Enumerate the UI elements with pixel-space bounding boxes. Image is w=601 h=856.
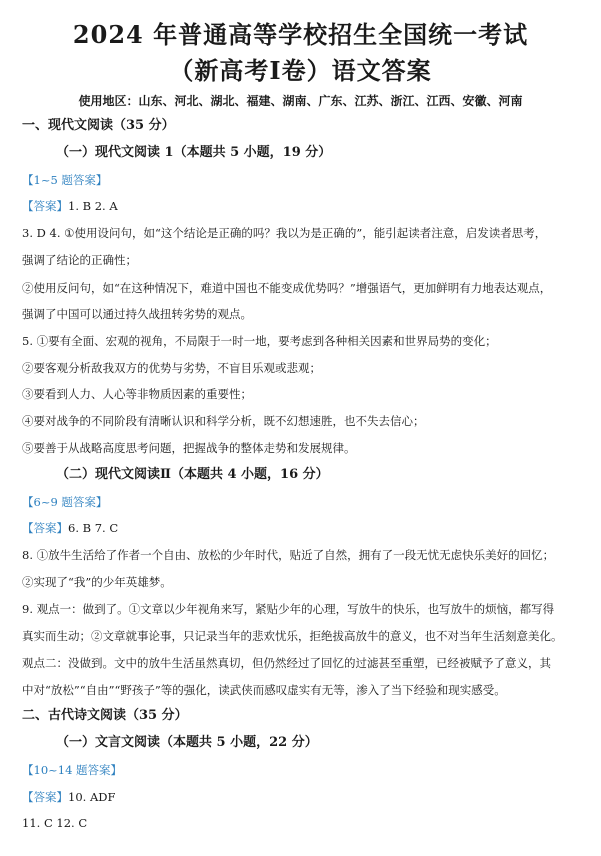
range-tag-10-14: 【10~14 题答案】 — [22, 763, 123, 777]
answer-values: 6. B 7. C — [68, 521, 119, 535]
answer-line-4-b: ②使用反问句，如“在这种情况下，难道中国也不能变成优势吗？”增强语气，更加鲜明有力地表达观点， — [22, 281, 552, 295]
answer-line-6-7 — [22, 520, 582, 536]
answer-line-1-2 — [22, 198, 582, 214]
section-heading-1: 一、现代文阅读（35 分） — [22, 118, 175, 133]
document-subtitle: （新高考Ⅰ卷）语文答案 — [169, 56, 432, 85]
answer-line-5-2: ②要客观分析敌我双方的优势与劣势，不盲目乐观或悲观； — [22, 361, 321, 375]
answer-line-9-1: 9. 观点一：做到了。①文章以少年视角来写，紧贴少年的心理，写放牛的快乐，也写放牛的烦恼，都写得 — [22, 602, 555, 616]
answer-line-5-3: ③要看到人力、人心等非物质因素的重要性； — [22, 387, 252, 401]
answer-tag: 【答案】 — [22, 790, 68, 804]
subsection-heading-1-1: （一）现代文阅读 1（本题共 5 小题，19 分） — [56, 145, 332, 160]
answer-line-5-5: ⑤要善于从战略高度思考问题，把握战争的整体走势和发展规律。 — [22, 441, 356, 455]
answer-line-9-2: 真实而生动；②文章就事论事，只记录当年的悲欢忧乐，拒绝拔高放牛的意义，也不对当年生活刻意美化。 — [22, 629, 563, 643]
answer-tag: 【答案】 — [22, 521, 68, 535]
subsection-heading-1-2: （二）现代文阅读Ⅱ（本题共 4 小题，16 分） — [56, 467, 329, 482]
answer-line-5-4: ④要对战争的不同阶段有清晰认识和科学分析，既不幻想速胜，也不失去信心； — [22, 414, 425, 428]
answer-tag: 【答案】 — [22, 199, 68, 213]
range-tag-6-9: 【6~9 题答案】 — [22, 495, 108, 509]
answer-line-11-12: 11. C 12. C — [22, 816, 88, 830]
answer-line-9-3: 观点二：没做到。文中的放牛生活虽然真切，但仍然经过了回忆的过滤甚至重塑，已经被赋予了意义，其 — [22, 656, 551, 670]
range-tag-1-5: 【1~5 题答案】 — [22, 173, 108, 187]
answer-line-8-1: 8. ①放牛生活给了作者一个自由、放松的少年时代，贴近了自然，拥有了一段无忧无虑快乐美好的回忆； — [22, 548, 555, 562]
answer-line-9-4: 中对“放松”“自由”“野孩子”等的强化，读武侠而感叹虚实有无等，渗入了当下经验和现实感受。 — [22, 683, 506, 697]
region-line: 使用地区：山东、河北、湖北、福建、湖南、广东、江苏、浙江、江西、安徽、河南 — [78, 94, 523, 108]
answer-line-3-4: 3. D 4. ①使用设问句，如“这个结论是正确的吗？我以为是正确的”，能引起读者注意，启发读者思考， — [22, 226, 547, 240]
answer-line-4-cont: 强调了结论的正确性； — [22, 253, 137, 267]
answer-line-5-1: 5. ①要有全面、宏观的视角，不局限于一时一地，要考虑到各种相关因素和世界局势的变化； — [22, 334, 497, 348]
answer-line-10 — [22, 789, 582, 805]
answer-values: 1. B 2. A — [68, 199, 118, 213]
document-title: 2024 年普通高等学校招生全国统一考试 — [72, 20, 529, 49]
answer-line-8-2: ②实现了“我”的少年英雄梦。 — [22, 575, 172, 589]
answer-values: 10. ADF — [68, 790, 116, 804]
answer-line-4-b-cont: 强调了中国可以通过持久战扭转劣势的观点。 — [22, 307, 252, 321]
subsection-heading-2-1: （一）文言文阅读（本题共 5 小题，22 分） — [56, 735, 318, 750]
section-heading-2: 二、古代诗文阅读（35 分） — [22, 708, 188, 723]
